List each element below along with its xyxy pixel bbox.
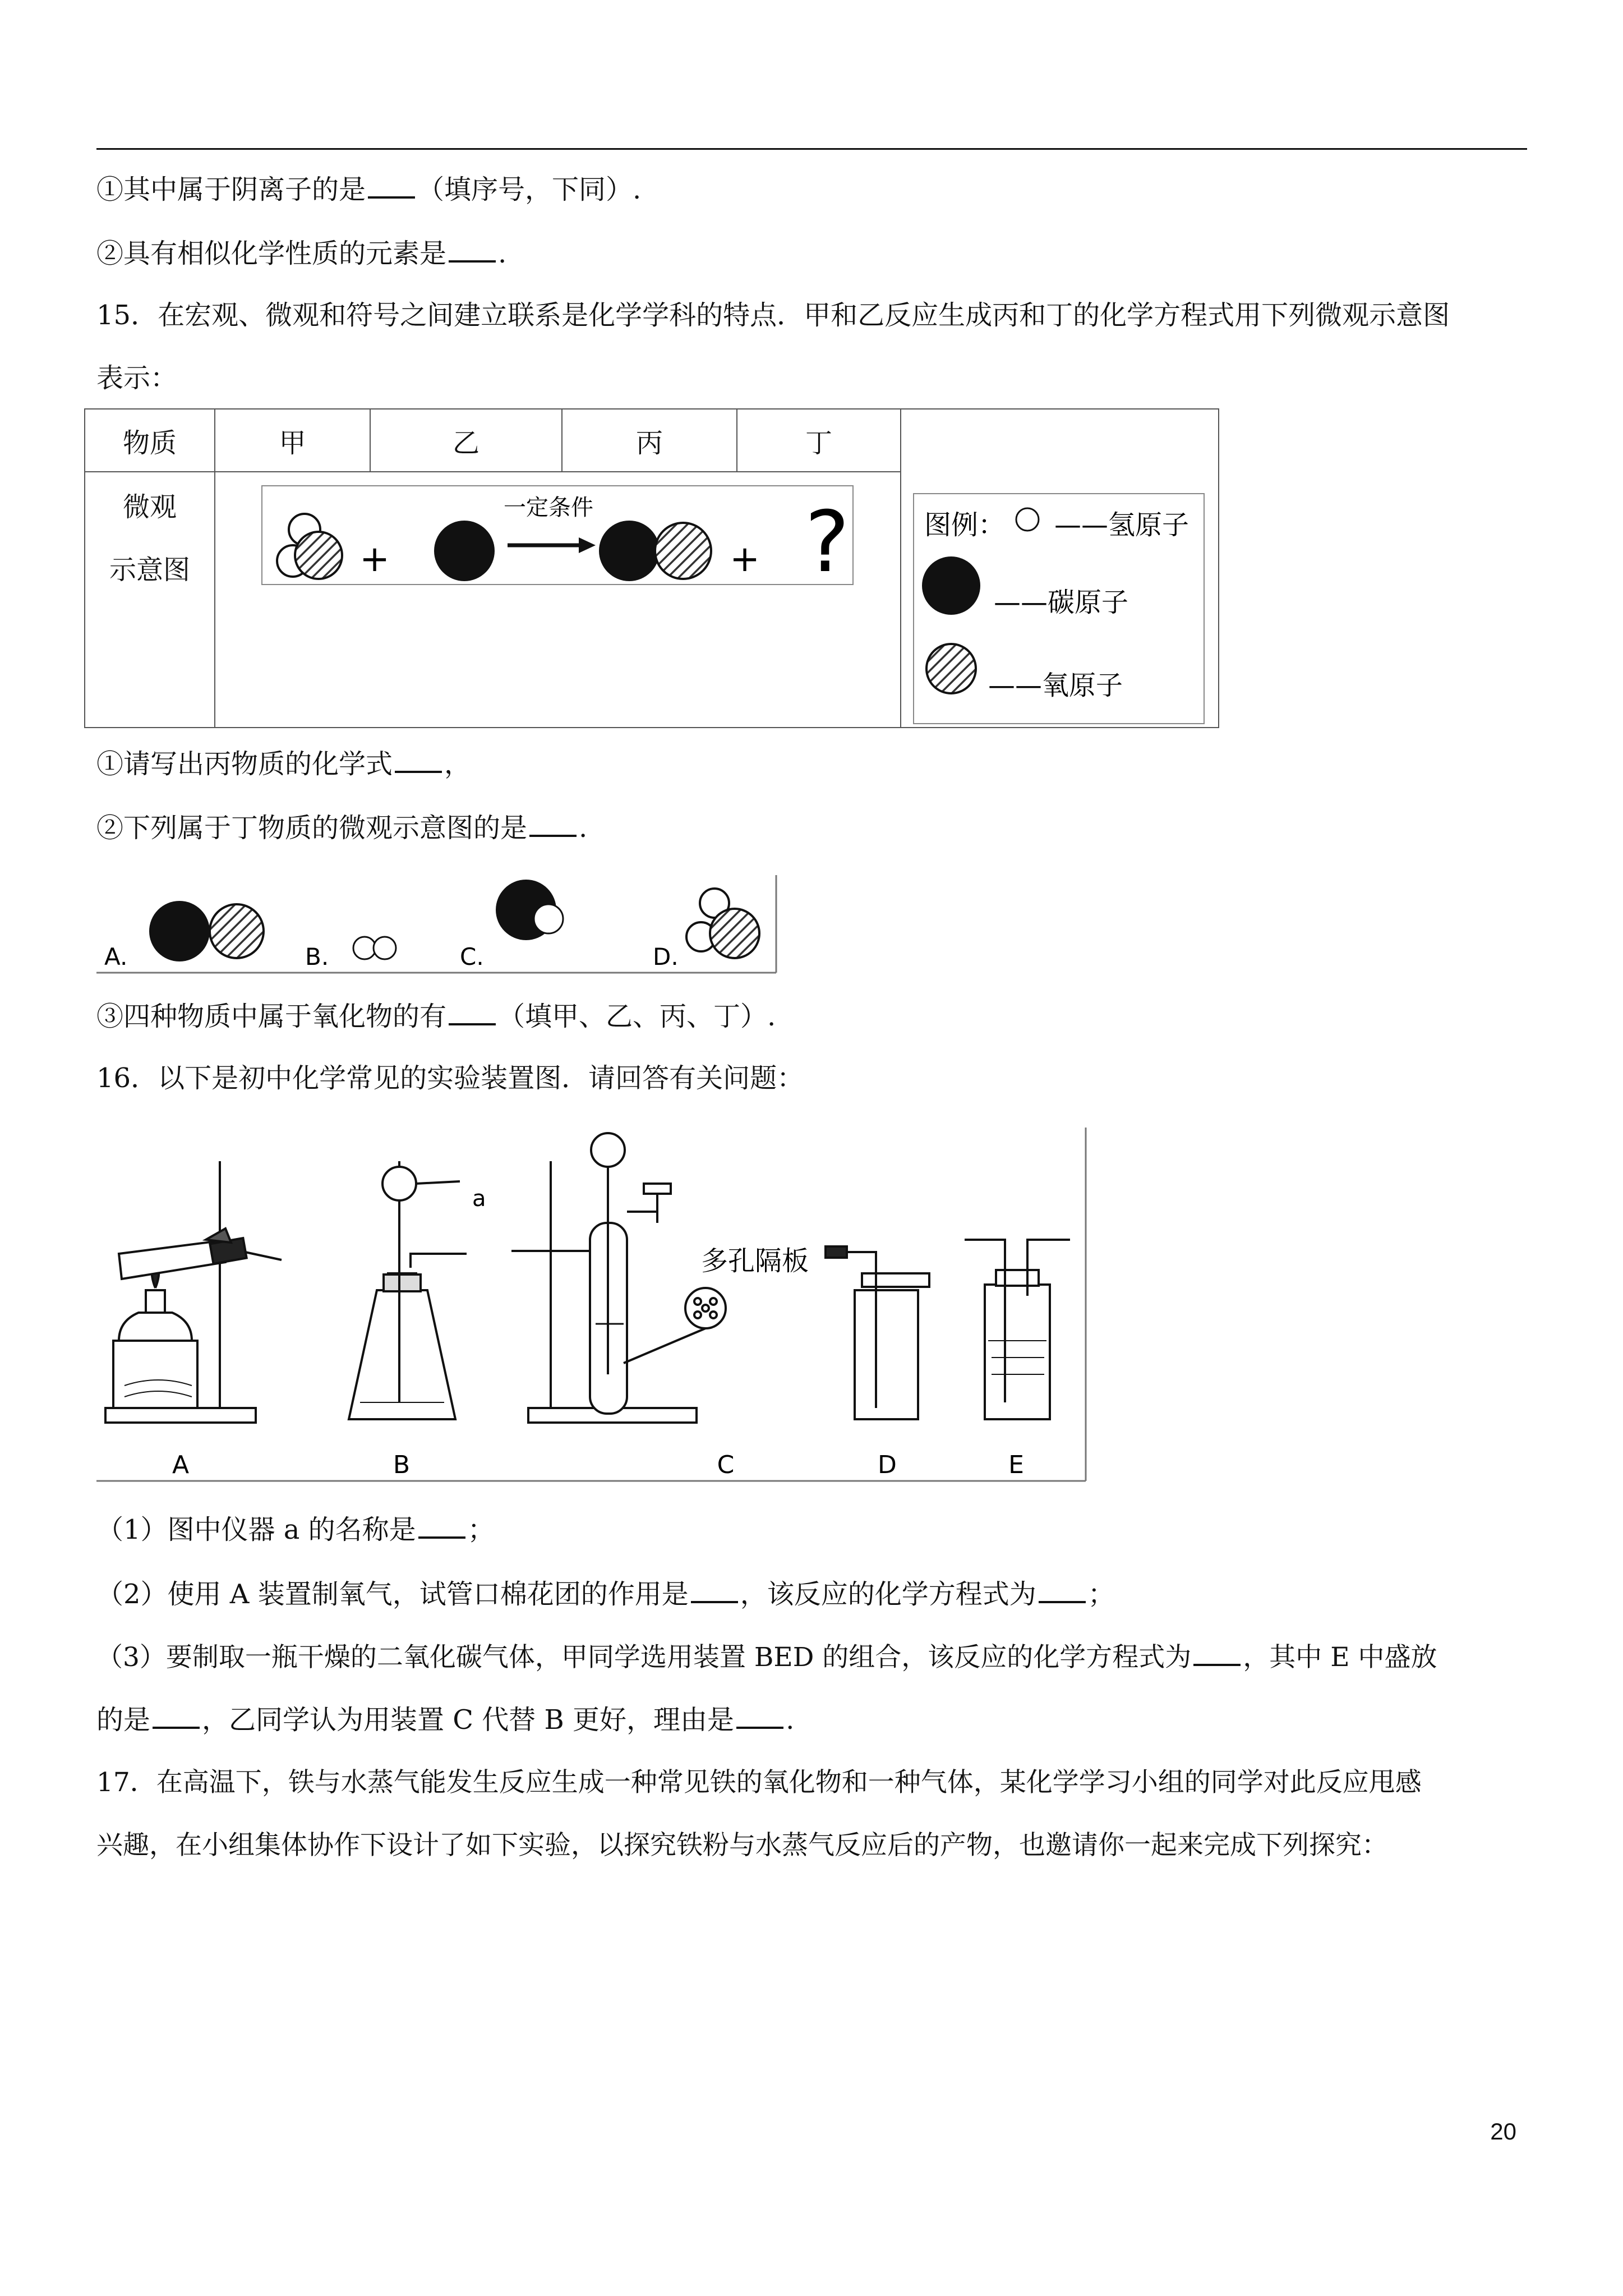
legend-box [914,494,1204,724]
svg-text:D.: D. [653,943,679,970]
option-c[interactable] [460,880,563,970]
unknown-molecule-ding: ? [805,494,850,591]
svg-text:C.: C. [460,943,484,970]
q15-intro-line-1: 15．在宏观、微观和符号之间建立联系是化学学科的特点．甲和乙反应生成丙和丁的化学方程式用下列微观示意图 [96,300,1450,331]
reaction-diagram [0,0,1623,841]
q15-intro-line-2: 表示： [96,362,178,394]
q14-line-2: ②具有相似化学性质的元素是 . [96,236,506,270]
q16-intro: 16．以下是初中化学常见的实验装置图．请回答有关问题： [96,1062,804,1094]
label-funnel-a: a [472,1186,486,1212]
legend-title: 图例： [924,509,1006,541]
q15-sub-3: ③四种物质中属于氧化物的有 （填甲、乙、丙、丁）. [96,999,776,1033]
option-d[interactable] [653,889,759,970]
answer-blank[interactable] [153,1702,200,1729]
reaction-panel [262,486,853,591]
q16-sub-2: （2）使用 A 装置制氧气，试管口棉花团的作用是 ，该反应的化学方程式为 ； [96,1576,1115,1611]
answer-blank[interactable] [1039,1576,1086,1603]
label-porous-plate: 多孔隔板 [701,1245,809,1277]
q17-line-2: 兴趣，在小组集体协作下设计了如下实验，以探究铁粉与水蒸气反应后的产物，也邀请你一起来完成下列探究： [96,1830,1388,1861]
answer-blank[interactable] [449,999,496,1025]
q16-sub-3-line-2: 的是 ，乙同学认为用装置 C 代替 B 更好，理由是 . [96,1702,794,1737]
answer-blank[interactable] [1193,1639,1241,1666]
apparatus-b [349,1161,467,1419]
molecule-yi [434,521,495,581]
apparatus-d [826,1246,929,1419]
oxygen-atom-icon [926,644,976,693]
answer-blank[interactable] [418,1512,465,1539]
apparatus-a [105,1161,282,1423]
answer-blank[interactable] [395,746,442,773]
options-figure [96,875,786,978]
answer-blank[interactable] [529,810,577,837]
table-col-ding: 丁 [737,409,901,472]
carbon-atom-icon [922,556,980,615]
option-a[interactable] [104,901,264,970]
svg-text:A.: A. [104,943,128,970]
plus-sign: + [359,539,390,580]
q15-sub-2: ②下列属于丁物质的微观示意图的是 . [96,810,587,845]
table-row-label: 微观 示意图 [85,472,215,728]
label-e: E [1008,1451,1024,1479]
lab-apparatus-figure [96,1128,1095,1489]
q14-line-1: ①其中属于阴离子的是 （填序号，下同）. [96,172,641,206]
legend-oxygen: ——氧原子 [988,670,1123,701]
q17-line-1: 17．在高温下，铁与水蒸气能发生反应生成一种常见铁的氧化物和一种气体，某化学学习小组的同学对此反应甩感 [96,1767,1422,1798]
option-b[interactable] [305,937,396,970]
hydrogen-atom-icon [1016,508,1039,531]
table-col-bing: 丙 [562,409,737,472]
label-c: C [717,1451,735,1479]
plus-sign: + [730,539,760,580]
legend-carbon: ——碳原子 [994,587,1129,618]
reaction-condition: 一定条件 [504,495,593,521]
label-a: A [172,1451,190,1479]
q16-sub-3-line-1: （3）要制取一瓶干燥的二氧化碳气体，甲同学选用装置 BED 的组合，该反应的化学方程式为 ，其中 E 中盛放 [96,1639,1437,1674]
legend-hydrogen: ——氢原子 [1054,509,1189,541]
table-col-jia: 甲 [215,409,370,472]
svg-text:B.: B. [305,943,329,970]
apparatus-e [965,1240,1070,1419]
table-col-yi: 乙 [370,409,562,472]
q15-sub-1: ①请写出丙物质的化学式 ， [96,746,471,781]
answer-blank[interactable] [691,1576,738,1603]
answer-blank[interactable] [736,1702,783,1729]
page-number: 20 [1490,2118,1516,2145]
table-header-label: 物质 [85,409,215,472]
label-d: D [878,1451,897,1479]
apparatus-c [511,1133,726,1423]
label-b: B [393,1451,411,1479]
q16-sub-1: （1）图中仪器 a 的名称是 ； [96,1512,495,1547]
